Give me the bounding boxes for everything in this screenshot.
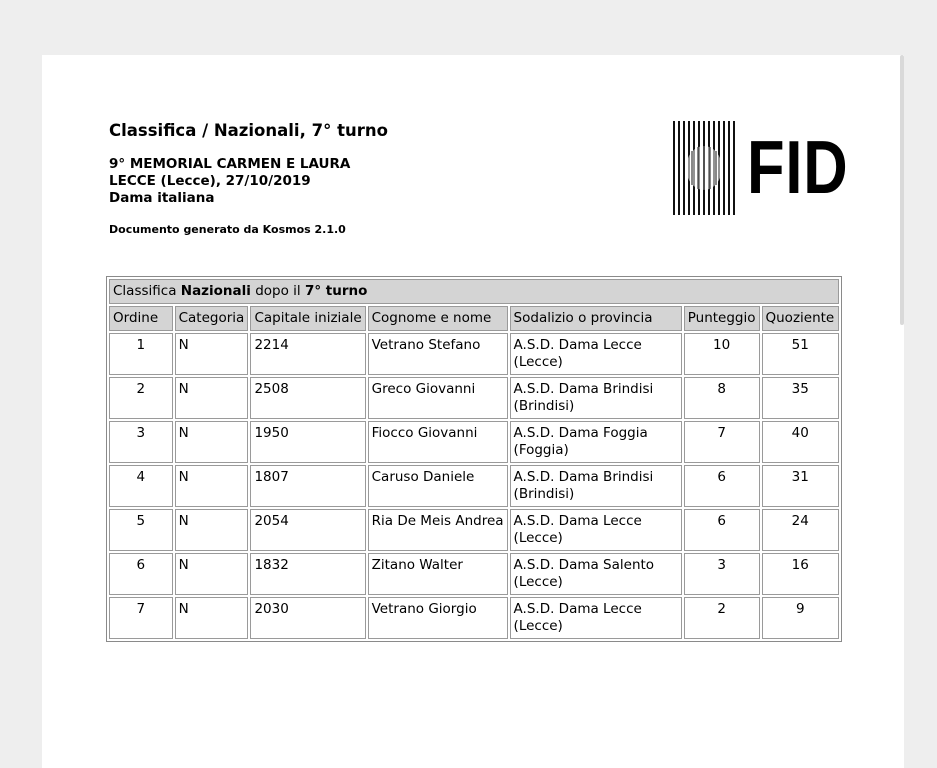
cell-capitale: 1950 (250, 421, 365, 463)
table-row (109, 553, 839, 595)
cell-ordine: 4 (109, 465, 173, 507)
event-info (109, 156, 350, 207)
standings-body (109, 333, 839, 639)
cell-capitale: 1832 (250, 553, 365, 595)
cell-categoria: N (175, 597, 249, 639)
table-caption-row (109, 279, 839, 304)
column-header: Quoziente (762, 306, 840, 331)
cell-capitale: 2214 (250, 333, 365, 375)
table-row (109, 377, 839, 419)
cell-punteggio: 6 (684, 465, 760, 507)
cell-quoziente: 40 (762, 421, 840, 463)
fid-logo-text: FID (747, 125, 849, 209)
cell-categoria: N (175, 465, 249, 507)
column-header: Capitale iniziale (250, 306, 365, 331)
cell-punteggio: 10 (684, 333, 760, 375)
cell-nome: Vetrano Stefano (368, 333, 508, 375)
cell-quoziente: 9 (762, 597, 840, 639)
column-header: Cognome e nome (368, 306, 508, 331)
fid-logo (672, 119, 849, 217)
cell-ordine: 1 (109, 333, 173, 375)
cell-sodalizio: A.S.D. Dama Brindisi (Brindisi) (510, 465, 682, 507)
cell-ordine: 5 (109, 509, 173, 551)
table-row (109, 465, 839, 507)
cell-sodalizio: A.S.D. Dama Lecce (Lecce) (510, 333, 682, 375)
column-header: Categoria (175, 306, 249, 331)
table-row (109, 421, 839, 463)
cell-capitale: 2054 (250, 509, 365, 551)
cell-categoria: N (175, 509, 249, 551)
cell-ordine: 3 (109, 421, 173, 463)
cell-capitale: 2030 (250, 597, 365, 639)
cell-punteggio: 3 (684, 553, 760, 595)
cell-sodalizio: A.S.D. Dama Salento (Lecce) (510, 553, 682, 595)
cell-sodalizio: A.S.D. Dama Lecce (Lecce) (510, 509, 682, 551)
scrollbar[interactable] (900, 55, 904, 325)
table-caption: Classifica Nazionali dopo il 7° turno (109, 279, 839, 304)
cell-nome: Vetrano Giorgio (368, 597, 508, 639)
cell-punteggio: 6 (684, 509, 760, 551)
cell-categoria: N (175, 377, 249, 419)
cell-ordine: 2 (109, 377, 173, 419)
cell-punteggio: 2 (684, 597, 760, 639)
table-header-row (109, 306, 839, 331)
cell-quoziente: 35 (762, 377, 840, 419)
page-title: Classifica / Nazionali, 7° turno (109, 121, 388, 140)
document-page (42, 55, 904, 768)
fid-logo-bars-icon (672, 119, 738, 217)
cell-capitale: 1807 (250, 465, 365, 507)
cell-sodalizio: A.S.D. Dama Foggia (Foggia) (510, 421, 682, 463)
cell-nome: Greco Giovanni (368, 377, 508, 419)
generated-by-note: Documento generato da Kosmos 2.1.0 (109, 223, 346, 236)
cell-quoziente: 31 (762, 465, 840, 507)
event-place-date: LECCE (Lecce), 27/10/2019 (109, 173, 311, 189)
cell-quoziente: 16 (762, 553, 840, 595)
cell-ordine: 6 (109, 553, 173, 595)
cell-nome: Ria De Meis Andrea (368, 509, 508, 551)
table-row (109, 333, 839, 375)
cell-categoria: N (175, 421, 249, 463)
cell-categoria: N (175, 333, 249, 375)
cell-quoziente: 24 (762, 509, 840, 551)
cell-categoria: N (175, 553, 249, 595)
standings-table (106, 276, 842, 642)
cell-nome: Fiocco Giovanni (368, 421, 508, 463)
cell-ordine: 7 (109, 597, 173, 639)
cell-punteggio: 8 (684, 377, 760, 419)
column-header: Punteggio (684, 306, 760, 331)
cell-quoziente: 51 (762, 333, 840, 375)
column-header: Ordine (109, 306, 173, 331)
cell-punteggio: 7 (684, 421, 760, 463)
cell-capitale: 2508 (250, 377, 365, 419)
event-name: 9° MEMORIAL CARMEN E LAURA (109, 156, 351, 172)
table-row (109, 509, 839, 551)
column-header: Sodalizio o provincia (510, 306, 682, 331)
cell-sodalizio: A.S.D. Dama Lecce (Lecce) (510, 597, 682, 639)
cell-nome: Zitano Walter (368, 553, 508, 595)
cell-sodalizio: A.S.D. Dama Brindisi (Brindisi) (510, 377, 682, 419)
cell-nome: Caruso Daniele (368, 465, 508, 507)
event-game: Dama italiana (109, 190, 215, 206)
table-row (109, 597, 839, 639)
